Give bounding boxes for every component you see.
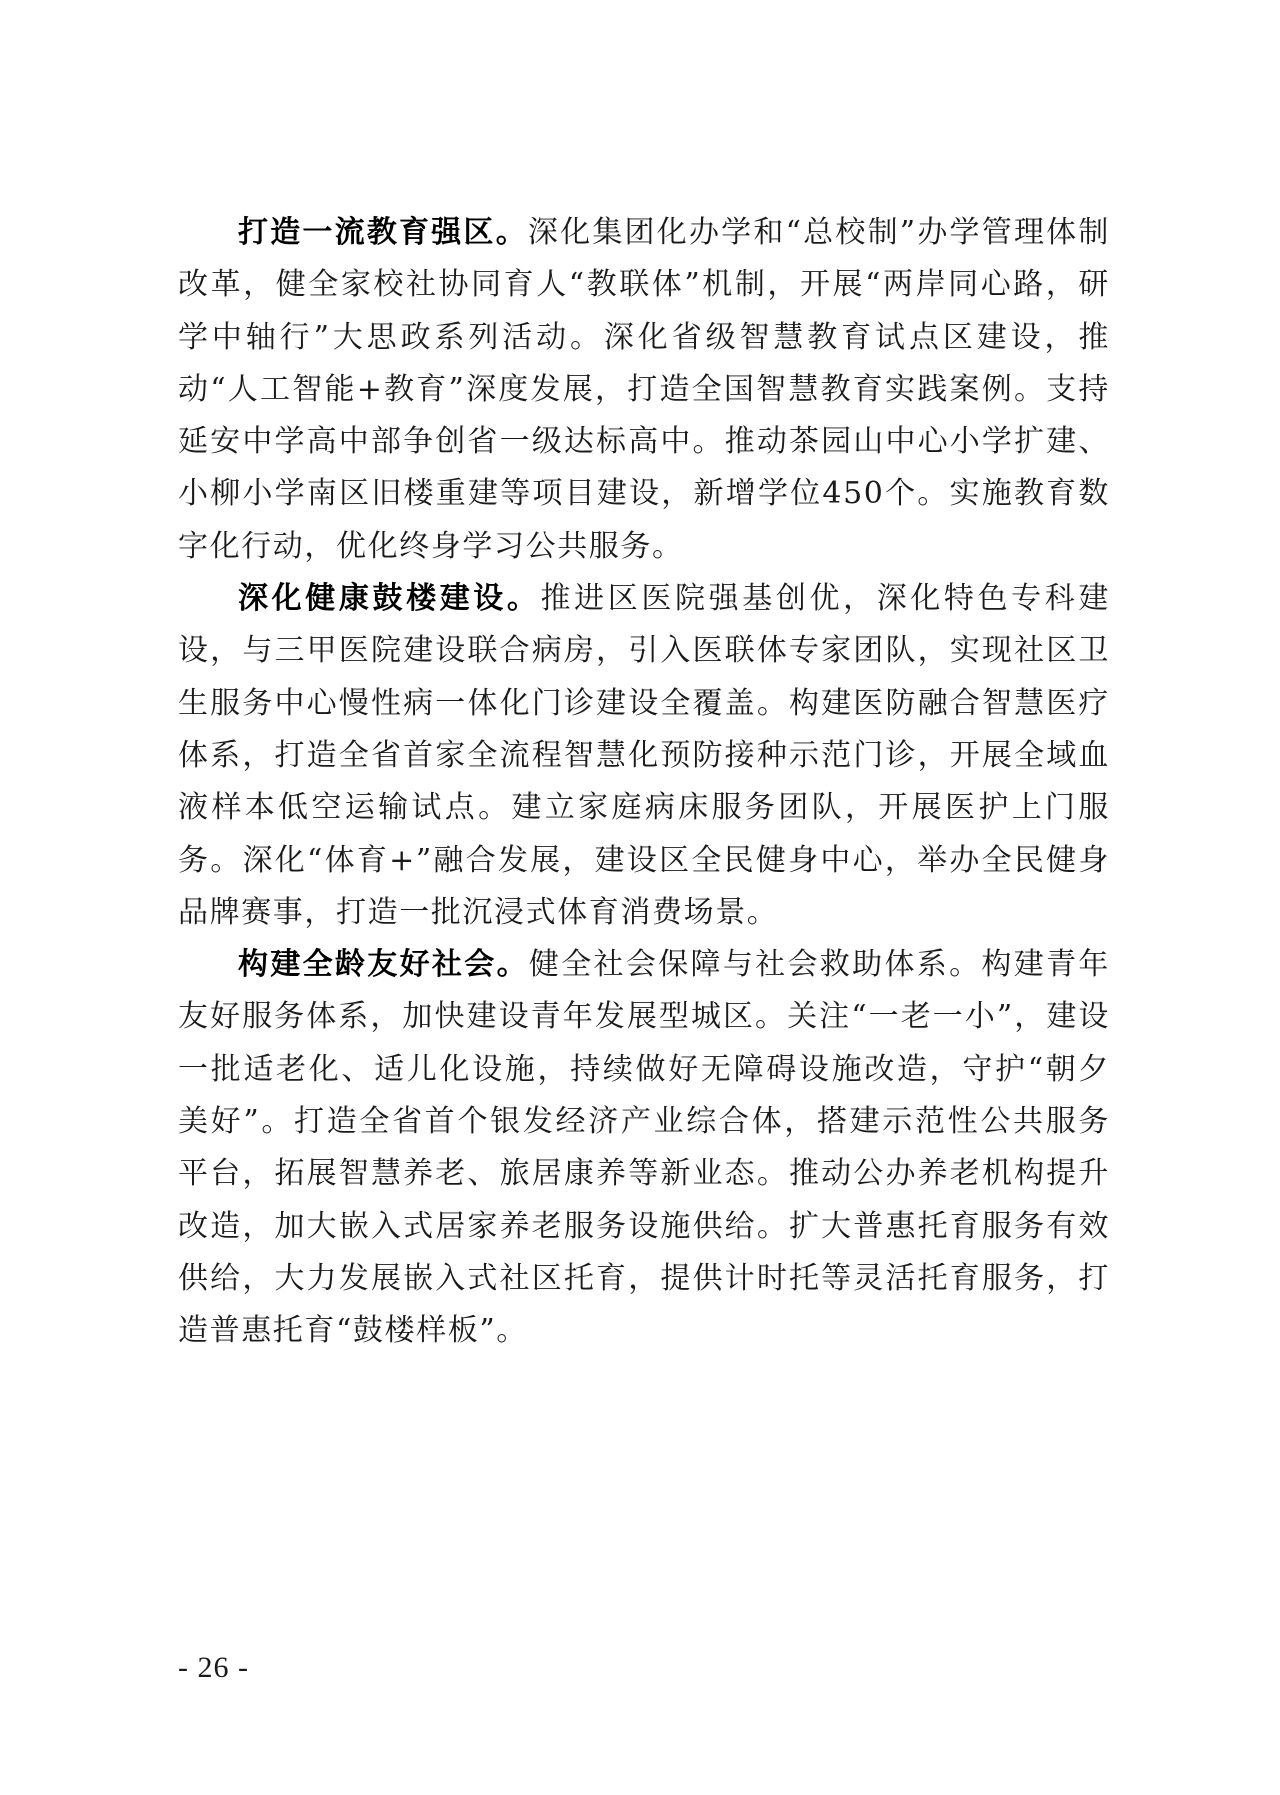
paragraph-body: 深化集团化办学和“总校制”办学管理体制改革，健全家校社协同育人“教联体”机制，开展“两岸同心路，研学中轴行”大思政系列活动。深化省级智慧教育试点区建设，推动“人工智能+教育”深度发展，打造全国智慧教育实践案例。支持延安中学高中部争创省一级达标高中。推动茶园山中心小学扩建、小柳小学南区旧楼重建等项目建设，新增学位450个。实施教育数字化行动，优化终身学习公共服务。 xyxy=(178,215,1110,564)
paragraph-heading: 打造一流教育强区。 xyxy=(238,215,528,250)
document-page xyxy=(178,207,1110,1358)
paragraph-heading: 构建全龄友好社会。 xyxy=(238,947,529,983)
paragraph-health xyxy=(178,573,1110,939)
paragraph-heading: 深化健康鼓楼建设。 xyxy=(238,581,541,617)
paragraph-education xyxy=(178,207,1110,573)
paragraph-body: 健全社会保障与社会救助体系。构建青年友好服务体系，加快建设青年发展型城区。关注“一老一小”，建设一批适老化、适儿化设施，持续做好无障碍设施改造，守护“朝夕美好”。打造全省首个银发经济产业综合体，搭建示范性公共服务平台，拓展智慧养老、旅居康养等新业态。推动公办养老机构提升改造，加大嵌入式居家养老服务设施供给。扩大普惠托育服务有效供给，大力发展嵌入式社区托育，提供计时托等灵活托育服务，打造普惠托育“鼓楼样板”。 xyxy=(178,947,1110,1349)
paragraph-body: 推进区医院强基创优，深化特色专科建设，与三甲医院建设联合病房，引入医联体专家团队，实现社区卫生服务中心慢性病一体化门诊建设全覆盖。构建医防融合智慧医疗体系，打造全省首家全流程智慧化预防接种示范门诊，开展全域血液样本低空运输试点。建立家庭病床服务团队，开展医护上门服务。深化“体育+”融合发展，建设区全民健身中心，举办全民健身品牌赛事，打造一批沉浸式体育消费场景。 xyxy=(178,581,1110,930)
page-number: - 26 - xyxy=(178,1651,249,1684)
paragraph-all-ages xyxy=(178,939,1110,1357)
